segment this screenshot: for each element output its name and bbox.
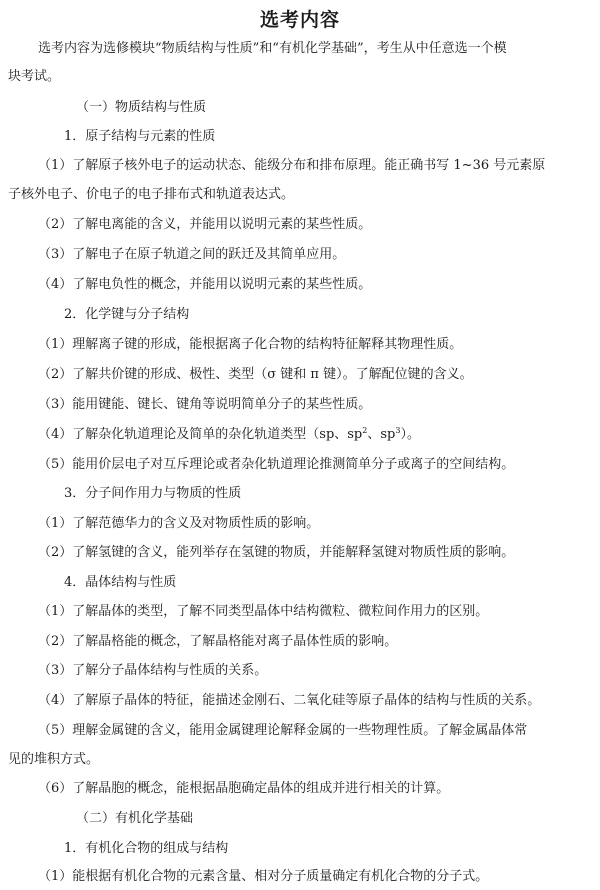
item-1-2: （2）了解电离能的含义，并能用以说明元素的某些性质。: [38, 217, 372, 232]
section-2-heading: 2．化学键与分子结构: [64, 307, 190, 322]
page-title: 选考内容: [259, 9, 340, 31]
section-3-heading: 3．分子间作用力与物质的性质: [64, 486, 242, 501]
item-4-1: （1）了解晶体的类型，了解不同类型晶体中结构微粒、微粒间作用力的区别。: [38, 604, 489, 619]
item-2-5: （5）能用价层电子对互斥理论或者杂化轨道理论推测简单分子或离子的空间结构。: [38, 457, 515, 472]
section-5-heading: 1．有机化合物的组成与结构: [64, 841, 229, 856]
item-1-4: （4）了解电负性的概念，并能用以说明元素的某些性质。: [38, 277, 372, 292]
module-2-heading: （二）有机化学基础: [76, 811, 194, 826]
item-2-4-text-c: ）。: [400, 427, 420, 442]
item-3-2: （2）了解氢键的含义，能列举存在氢键的物质，并能解释氢键对物质性质的影响。: [38, 545, 515, 560]
item-2-4-text-a: （4）了解杂化轨道理论及简单的杂化轨道类型（sp、sp: [38, 427, 363, 442]
item-2-3: （3）能用键能、键长、键角等说明简单分子的某些性质。: [38, 397, 372, 412]
item-5-1: （1）能根据有机化合物的元素含量、相对分子质量确定有机化合物的分子式。: [38, 869, 489, 884]
intro-line-2: 块考试。: [8, 69, 61, 84]
item-4-6: （6）了解晶胞的概念，能根据晶胞确定晶体的组成并进行相关的计算。: [38, 781, 450, 796]
section-4-heading: 4．晶体结构与性质: [64, 575, 177, 590]
item-4-5-line-2: 见的堆积方式。: [8, 752, 100, 767]
item-4-4: （4）了解原子晶体的特征，能描述金刚石、二氧化硅等原子晶体的结构与性质的关系。: [38, 693, 541, 708]
item-2-1: （1）理解离子键的形成，能根据离子化合物的结构特征解释其物理性质。: [38, 337, 463, 352]
section-1-heading: 1．原子结构与元素的性质: [64, 129, 216, 144]
item-2-2: （2）了解共价键的形成、极性、类型（σ 键和 π 键）。了解配位键的含义。: [38, 367, 473, 382]
item-2-4: [38, 426, 420, 444]
item-1-1-line-2: 子核外电子、价电子的电子排布式和轨道表达式。: [8, 187, 295, 202]
item-3-1: （1）了解范德华力的含义及对物质性质的影响。: [38, 516, 320, 531]
intro-line-1: 选考内容为选修模块“物质结构与性质”和“有机化学基础”，考生从中任意选一个模: [38, 41, 507, 56]
item-2-4-sup-b: 3: [395, 426, 401, 435]
item-4-2: （2）了解晶格能的概念，了解晶格能对离子晶体性质的影响。: [38, 634, 398, 649]
item-2-4-text-b: 、sp: [367, 427, 396, 442]
item-4-5-line-1: （5）理解金属键的含义，能用金属键理论解释金属的一些物理性质。了解金属晶体常: [38, 723, 528, 738]
item-1-3: （3）了解电子在原子轨道之间的跃迁及其简单应用。: [38, 247, 346, 262]
module-1-heading: （一）物质结构与性质: [76, 100, 207, 115]
item-1-1-line-1: （1）了解原子核外电子的运动状态、能级分布和排布原理。能正确书写 1~36 号元素原: [38, 158, 546, 173]
item-4-3: （3）了解分子晶体结构与性质的关系。: [38, 663, 268, 678]
item-2-4-sup-a: 2: [362, 426, 368, 435]
